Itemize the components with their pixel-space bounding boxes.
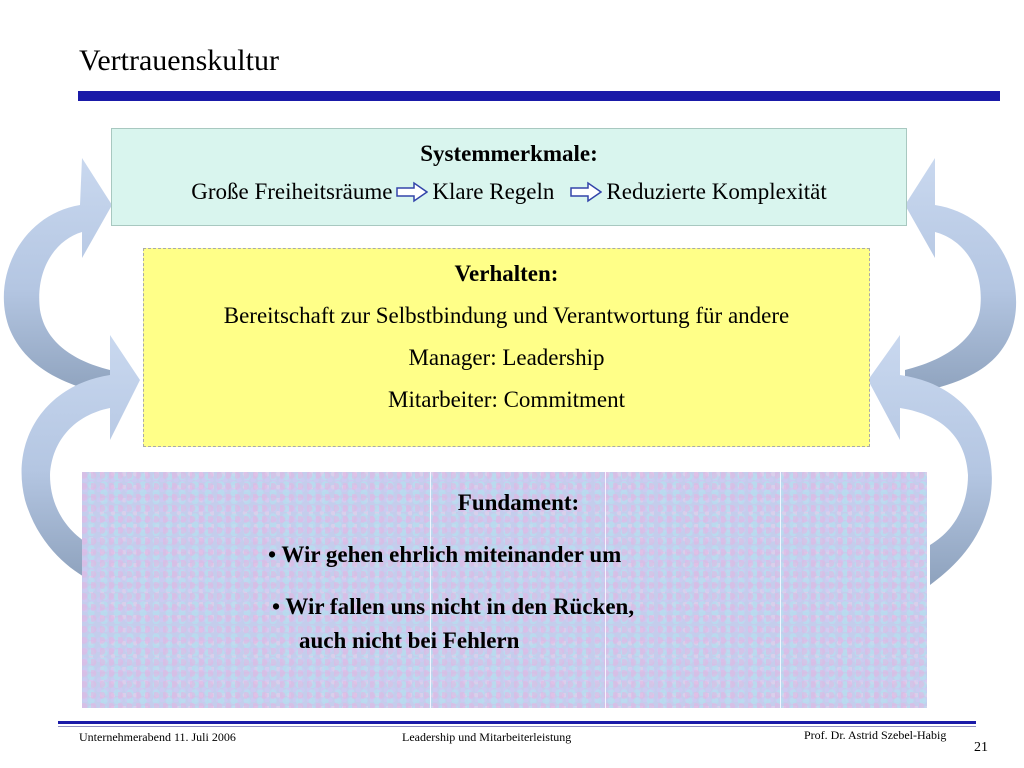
systemmerkmale-item-1: Große Freiheitsräume: [191, 179, 393, 204]
fundament-heading: Fundament:: [457, 490, 580, 515]
systemmerkmale-box: [111, 128, 907, 226]
verhalten-line-2: Manager: Leadership: [408, 345, 605, 370]
verhalten-heading: Verhalten:: [454, 261, 559, 286]
left-upper-curved-arrow: [4, 158, 112, 395]
footer-event: Unternehmerabend 11. Juli 2006: [79, 730, 236, 744]
slide-title: Vertrauenskultur: [79, 44, 279, 77]
systemmerkmale-heading: Systemmerkmale:: [420, 141, 598, 166]
verhalten-line-3: Mitarbeiter: Commitment: [388, 387, 625, 412]
footer-topic: Leadership und Mitarbeiterleistung: [402, 730, 572, 744]
verhalten-line-1: Bereitschaft zur Selbstbindung und Verantwortung für andere: [223, 303, 790, 328]
fundament-bullet-2-continuation: auch nicht bei Fehlern: [299, 628, 520, 653]
systemmerkmale-row: [112, 179, 906, 205]
fundament-bullet-2: • Wir fallen uns nicht in den Rücken,: [272, 594, 635, 619]
fundament-bullet-1: • Wir gehen ehrlich miteinander um: [268, 542, 622, 567]
systemmerkmale-item-2: Klare Regeln: [432, 179, 555, 204]
right-arrow-icon: [396, 181, 428, 203]
footer-author: Prof. Dr. Astrid Szebel-Habig: [804, 728, 947, 742]
footer-rule-thin: [58, 726, 976, 727]
page-number: 21: [974, 740, 988, 755]
systemmerkmale-item-3: Reduzierte Komplexität: [606, 179, 827, 204]
footer-rule: [58, 721, 976, 724]
verhalten-box: [143, 248, 870, 447]
right-arrow-icon: [570, 181, 602, 203]
right-upper-curved-arrow: [905, 158, 1016, 395]
fundament-box: [82, 472, 927, 708]
